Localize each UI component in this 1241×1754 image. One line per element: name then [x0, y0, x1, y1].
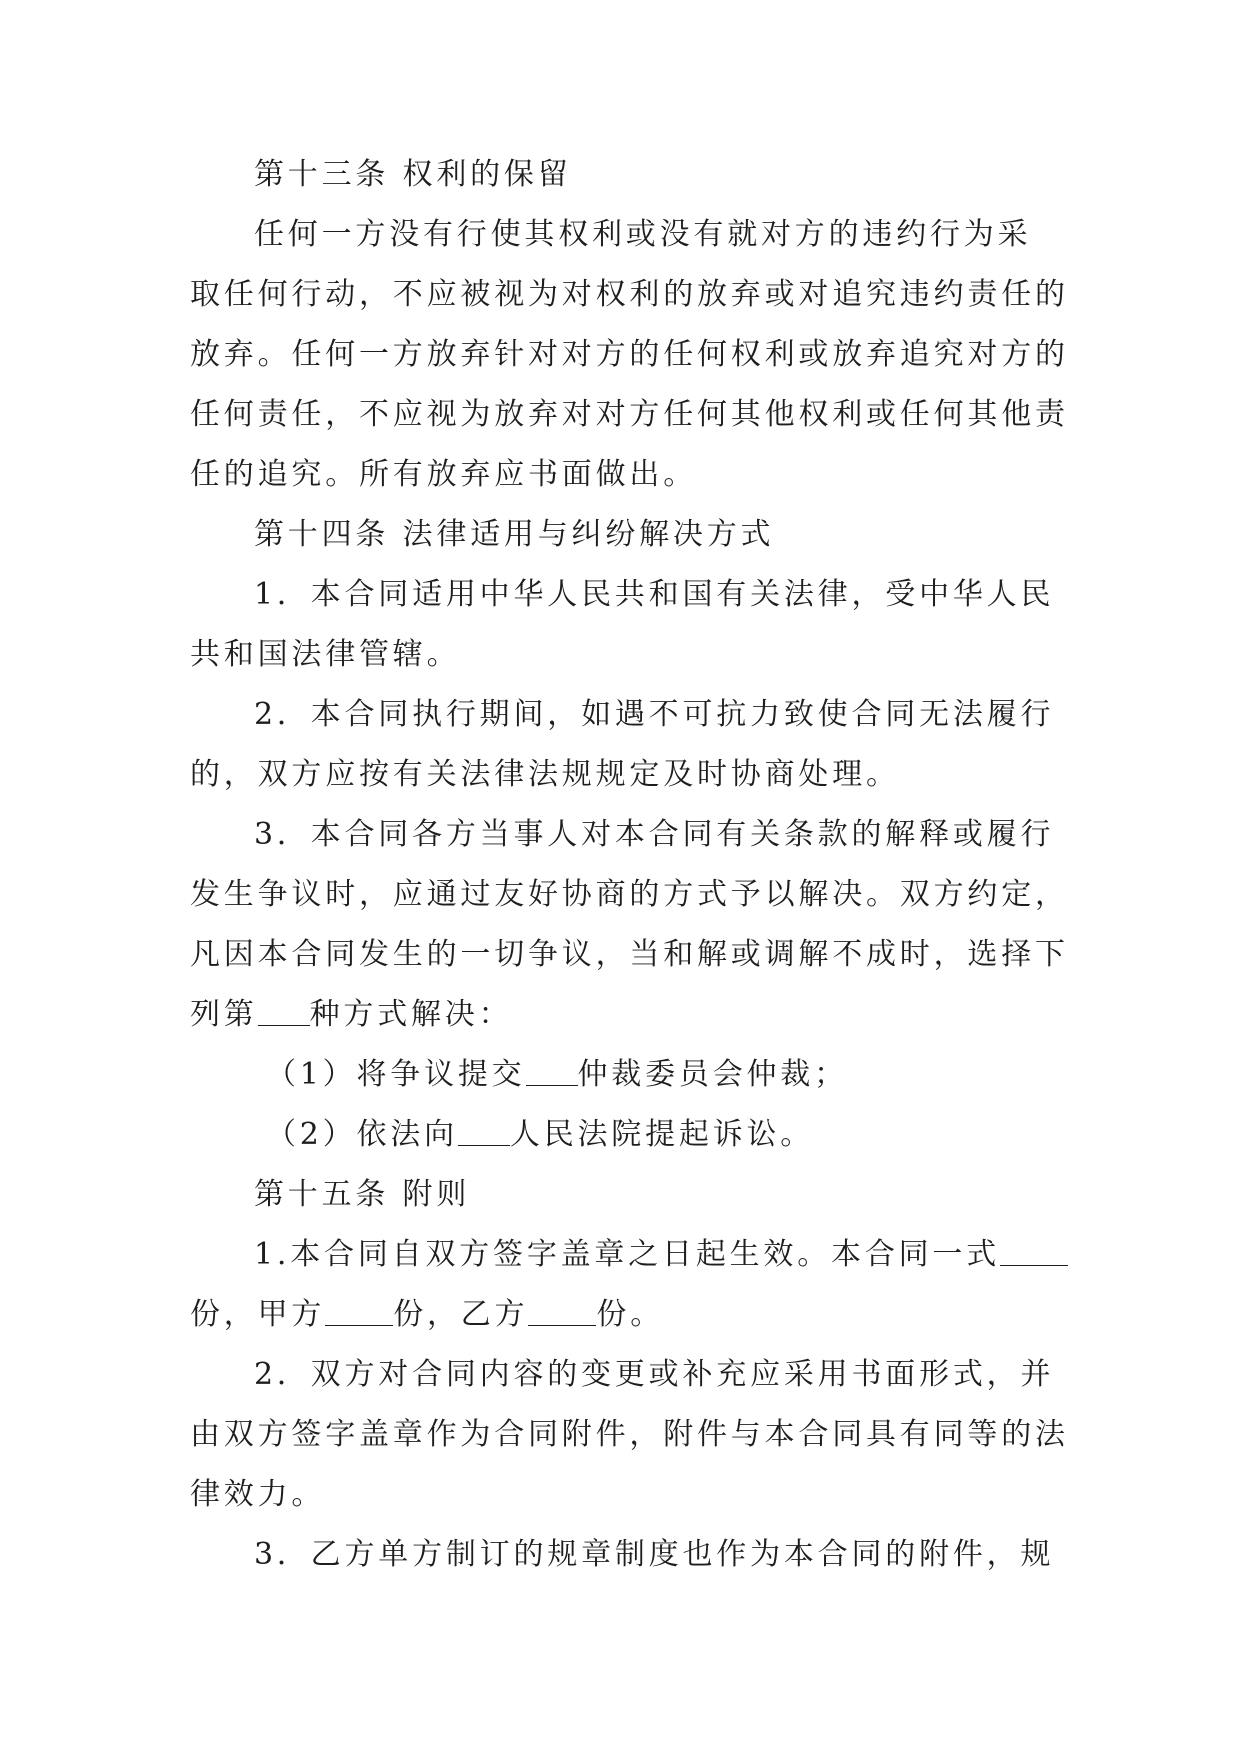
dispute-option-1 [190, 1057, 1065, 1092]
text-segment: （2）依法向 [266, 1117, 458, 1152]
article-14-item-2-line-1: 2．本合同执行期间，如遇不可抗力致使合同无法履行 [254, 697, 1055, 732]
article-13-line-1: 任何一方没有行使其权利或没有就对方的违约行为采 [254, 217, 1032, 252]
fill-in-blank [1000, 1241, 1068, 1266]
text-segment: 种方式解决： [309, 997, 513, 1032]
fill-in-blank [526, 1061, 578, 1086]
text-segment: 1.本合同自双方签字盖章之日起生效。本合同一式 [254, 1237, 1001, 1272]
text-segment: 份。 [596, 1297, 665, 1332]
article-14-item-1-line-2: 共和国法律管辖。 [190, 637, 461, 672]
article-13-line-4: 任何责任，不应视为放弃对对方任何其他权利或任何其他责 [190, 397, 1069, 432]
article-13-title: 第十三条 权利的保留 [254, 157, 572, 192]
article-14-item-3-line-2: 发生争议时，应通过友好协商的方式予以解决。双方约定， [190, 877, 1069, 912]
text-segment: 人民法院提起诉讼。 [509, 1117, 815, 1152]
article-14-item-2-line-2: 的，双方应按有关法律法规规定及时协商处理。 [190, 757, 900, 792]
article-14-item-3-line-3: 凡因本合同发生的一切争议，当和解或调解不成时，选择下 [190, 937, 1069, 972]
article-15-item-2-line-1: 2．双方对合同内容的变更或补充应采用书面形式，并 [254, 1357, 1055, 1392]
article-14-item-3-line-4 [190, 997, 1065, 1032]
article-14-item-3-line-1: 3．本合同各方当事人对本合同有关条款的解释或履行 [254, 817, 1055, 852]
text-segment: 份，乙方 [393, 1297, 529, 1332]
fill-in-blank [258, 1001, 310, 1026]
article-14-title: 第十四条 法律适用与纠纷解决方式 [254, 517, 775, 552]
article-15-title: 第十五条 附则 [254, 1177, 471, 1212]
article-15-item-1-line-2 [190, 1297, 1065, 1332]
fill-in-blank [458, 1121, 510, 1146]
article-13-line-3: 放弃。任何一方放弃针对对方的任何权利或放弃追究对方的 [190, 337, 1069, 372]
article-15-item-3-line-1: 3．乙方单方制订的规章制度也作为本合同的附件，规 [254, 1537, 1055, 1572]
text-segment: 列第 [190, 997, 258, 1032]
article-15-item-2-line-3: 律效力。 [190, 1477, 326, 1512]
dispute-option-2 [190, 1117, 1065, 1152]
article-15-item-2-line-2: 由双方签字盖章作为合同附件，附件与本合同具有同等的法 [190, 1417, 1069, 1452]
article-13-line-2: 取任何行动，不应被视为对权利的放弃或对追究违约责任的 [190, 277, 1069, 312]
article-14-item-1-line-1: 1．本合同适用中华人民共和国有关法律，受中华人民 [254, 577, 1055, 612]
text-segment: 份，甲方 [190, 1297, 326, 1332]
article-13-line-5: 任的追究。所有放弃应书面做出。 [190, 457, 697, 492]
document-body [190, 157, 1069, 1600]
fill-in-blank [528, 1301, 596, 1326]
text-segment: （1）将争议提交 [266, 1057, 526, 1092]
text-segment: 仲裁委员会仲裁； [577, 1057, 848, 1092]
fill-in-blank [325, 1301, 393, 1326]
article-15-item-1-line-1 [190, 1237, 1065, 1272]
